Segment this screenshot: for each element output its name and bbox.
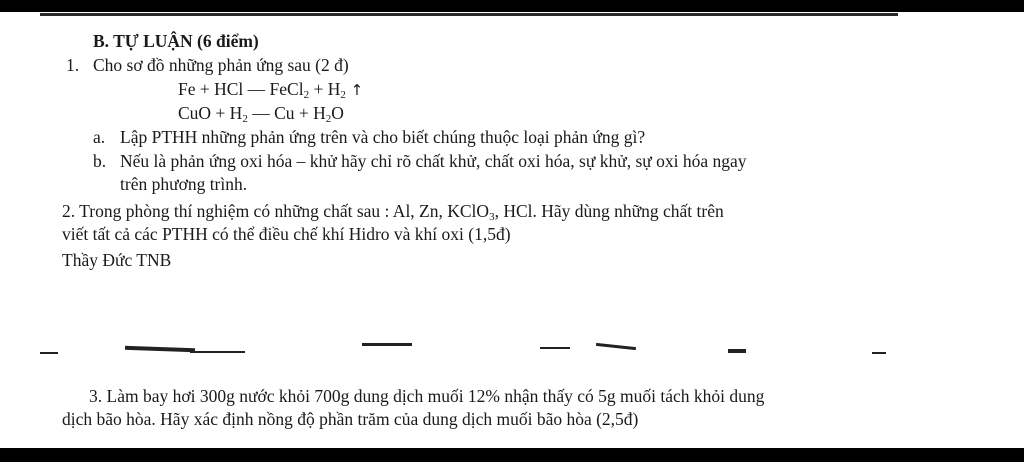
equation-2 xyxy=(178,102,344,124)
q2-line1-a: 2. Trong phòng thí nghiệm có những chất sau : Al, Zn, KClO xyxy=(62,201,490,221)
up-arrow-icon: ↑ xyxy=(345,81,364,99)
q1-a-label: a. xyxy=(93,127,106,147)
q3-line1: 3. Làm bay hơi 300g nước khỏi 700g dung dịch muối 12% nhận thấy có 5g muối tách khỏi dung xyxy=(89,386,765,406)
separator-fragment xyxy=(190,351,245,353)
eq1-sub1: 2 xyxy=(303,89,310,101)
eq2-mid: — Cu + H xyxy=(247,103,326,123)
equation-1 xyxy=(178,78,363,101)
q2-line2: viết tất cả các PTHH có thể điều chế khí Hidro và khí oxi (1,5đ) xyxy=(62,224,511,244)
document-page xyxy=(0,12,1024,448)
separator-fragment xyxy=(540,347,570,349)
eq1-mid: + H xyxy=(309,79,341,99)
eq2-left: CuO + H xyxy=(178,103,243,123)
top-rule xyxy=(40,13,898,16)
q1-b-text-line2: trên phương trình. xyxy=(120,174,248,194)
q2-line1-b: , HCl. Hãy dùng những chất trên xyxy=(494,201,724,221)
q1-b-text-line1: Nếu là phản ứng oxi hóa – khử hãy chỉ rõ chất khử, chất oxi hóa, sự khử, sự oxi hóa ngay xyxy=(120,151,747,171)
author-name: Thầy Đức TNB xyxy=(62,250,172,270)
eq1-left: Fe + HCl — FeCl xyxy=(178,79,304,99)
q1-text: Cho sơ đồ những phản ứng sau (2 đ) xyxy=(93,55,349,75)
separator-fragment xyxy=(40,352,58,354)
separator-fragment xyxy=(728,349,746,353)
eq1-sub2: 2 xyxy=(340,89,346,101)
separator-fragment xyxy=(362,343,412,346)
q3-line2: dịch bão hòa. Hãy xác định nồng độ phần trăm của dung dịch muối bão hòa (2,5đ) xyxy=(62,409,639,429)
separator-fragment xyxy=(125,346,195,352)
q2-line1 xyxy=(62,200,724,222)
q2-line1-sub: 3 xyxy=(489,211,495,223)
q1-b-label: b. xyxy=(93,151,107,171)
section-heading: B. TỰ LUẬN (6 điểm) xyxy=(93,31,259,51)
q1-number: 1. xyxy=(66,55,80,75)
q1-a-text: Lập PTHH những phản ứng trên và cho biết chúng thuộc loại phản ứng gì? xyxy=(120,127,646,147)
eq2-end: O xyxy=(331,103,344,123)
eq2-sub1: 2 xyxy=(242,113,248,125)
separator-fragment xyxy=(596,343,636,350)
separator-fragment xyxy=(872,352,886,354)
eq2-sub2: 2 xyxy=(325,113,332,125)
